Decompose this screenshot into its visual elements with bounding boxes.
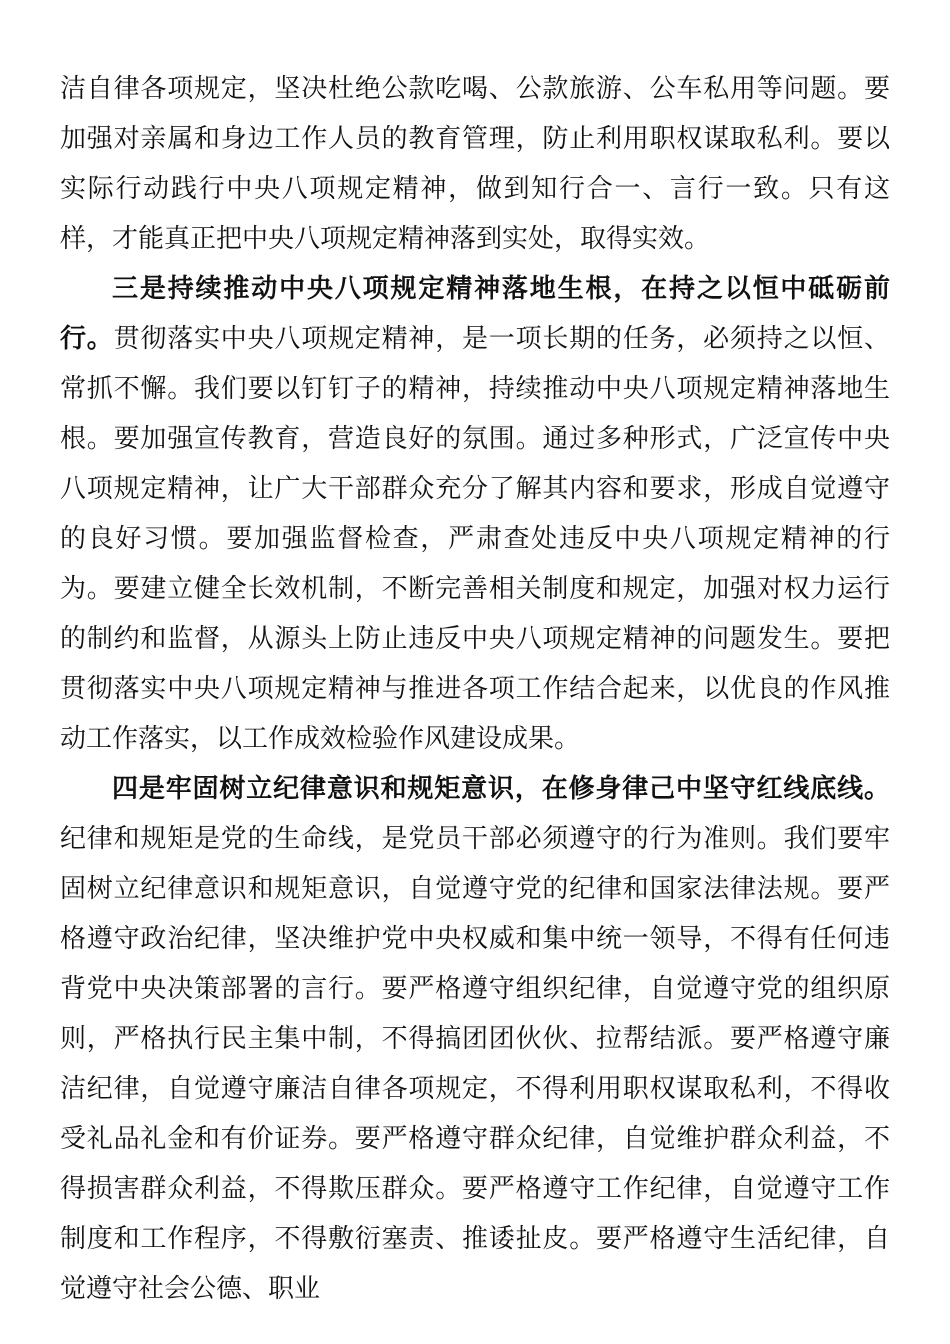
document-page <box>60 64 890 1314</box>
paragraph-2-text: 贯彻落实中央八项规定精神，是一项长期的任务，必须持之以恒、常抓不懈。我们要以钉钉子的精神，持续推动中央八项规定精神落地生根。要加强宣传教育，营造良好的氛围。通过多种形式，广泛宣传中央八项规定精神，让广大干部群众充分了解其内容和要求，形成自觉遵守的良好习惯。要加强监督检查，严肃查处违反中央八项规定精神的行为。要建立健全长效机制，不断完善相关制度和规定，加强对权力运行的制约和监督，从源头上防止违反中央八项规定精神的问题发生。要把贯彻落实中央八项规定精神与推进各项工作结合起来，以优良的作风推动工作落实，以工作成效检验作风建设成果。 <box>60 324 890 754</box>
paragraph-3-text: 纪律和规矩是党的生命线，是党员干部必须遵守的行为准则。我们要牢固树立纪律意识和规矩意识，自觉遵守党的纪律和国家法律法规。要严格遵守政治纪律，坚决维护党中央权威和集中统一领导，不得有任何违背党中央决策部署的言行。要严格遵守组织纪律，自觉遵守党的组织原则，严格执行民主集中制，不得搞团团伙伙、拉帮结派。要严格遵守廉洁纪律，自觉遵守廉洁自律各项规定，不得利用职权谋取私利，不得收受礼品礼金和有价证券。要严格遵守群众纪律，自觉维护群众利益，不得损害群众利益，不得欺压群众。要严格遵守工作纪律，自觉遵守工作制度和工作程序，不得敷衍塞责、推诿扯皮。要严格遵守生活纪律，自觉遵守社会公德、职业 <box>60 824 890 1304</box>
paragraph-3 <box>60 764 890 1314</box>
paragraph-1 <box>60 64 890 264</box>
paragraph-2 <box>60 264 890 764</box>
paragraph-1-text: 洁自律各项规定，坚决杜绝公款吃喝、公款旅游、公车私用等问题。要加强对亲属和身边工作人员的教育管理，防止利用职权谋取私利。要以实际行动践行中央八项规定精神，做到知行合一、言行一致。只有这样，才能真正把中央八项规定精神落到实处，取得实效。 <box>60 74 890 254</box>
paragraph-3-heading: 四是牢固树立纪律意识和规矩意识，在修身律己中坚守红线底线。 <box>112 774 890 804</box>
paragraph-2-heading: 三是持续推动中央八项规定精神落地生根，在持之以恒中砥砺前行。 <box>60 274 890 354</box>
